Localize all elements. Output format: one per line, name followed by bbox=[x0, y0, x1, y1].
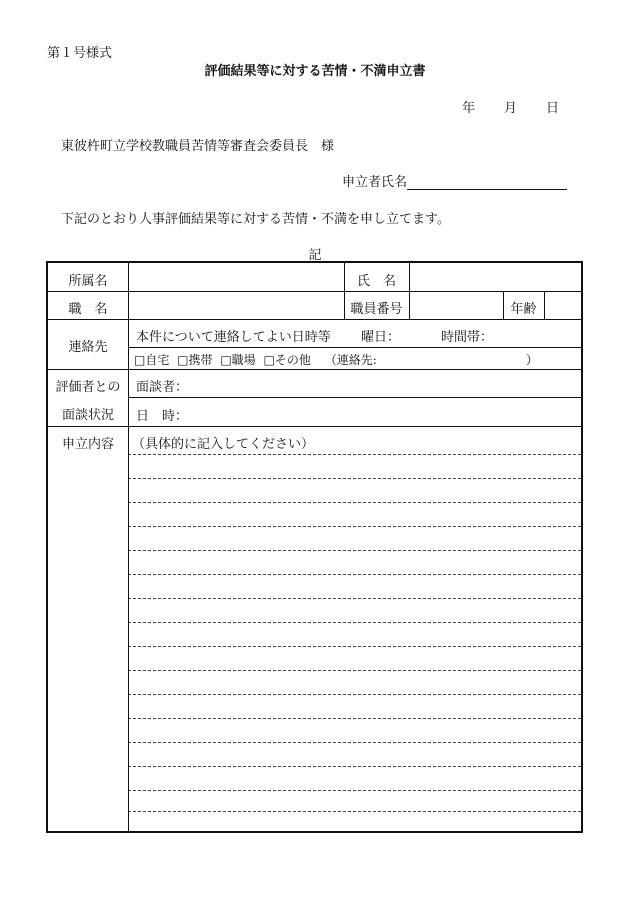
option-home-checkbox[interactable]: □自宅 bbox=[134, 353, 170, 367]
date-month: 月 bbox=[504, 101, 518, 116]
date-line bbox=[462, 97, 559, 116]
contact-detail-open: （連絡先: bbox=[324, 353, 377, 367]
name-field[interactable] bbox=[410, 264, 582, 290]
form-number: 第１号様式 bbox=[47, 46, 113, 61]
affiliation-field[interactable] bbox=[129, 264, 343, 290]
complaint-content-field[interactable] bbox=[129, 427, 582, 832]
contact-label: 連絡先 bbox=[68, 340, 108, 355]
interview-label-2: 面談状況 bbox=[61, 408, 114, 423]
contact-detail-close: ） bbox=[526, 353, 539, 367]
staff-number-field[interactable] bbox=[410, 292, 502, 318]
interview-label-1: 評価者との bbox=[55, 380, 121, 395]
document-title: 評価結果等に対する苦情・不満申立書 bbox=[204, 64, 426, 79]
weekday-label: 曜日： bbox=[361, 330, 401, 345]
complaint-hint: （具体的に記入してください） bbox=[132, 437, 315, 452]
complaint-form-table bbox=[46, 261, 583, 833]
statement-text: 下記のとおり人事評価結果等に対する苦情・不満を申し立てます。 bbox=[61, 212, 450, 227]
age-field[interactable] bbox=[545, 292, 582, 318]
addressee: 東彼杵町立学校教職員苦情等審査会委員長 様 bbox=[61, 139, 335, 154]
complaint-label: 申立内容 bbox=[61, 437, 114, 452]
ki-label: 記 bbox=[308, 248, 322, 263]
contact-time-text: 本件について連絡してよい日時等 bbox=[136, 330, 331, 345]
applicant-name-line bbox=[342, 171, 567, 190]
date-year: 年 bbox=[462, 101, 476, 116]
affiliation-label: 所属名 bbox=[68, 274, 108, 289]
position-label: 職 名 bbox=[68, 302, 108, 317]
option-mobile-checkbox[interactable]: □携帯 bbox=[177, 353, 213, 367]
option-workplace-checkbox[interactable]: □職場 bbox=[220, 353, 256, 367]
position-field[interactable] bbox=[129, 292, 343, 318]
staff-number-label: 職員番号 bbox=[350, 302, 403, 317]
date-day: 日 bbox=[546, 101, 560, 116]
applicant-name-label: 申立者氏名 bbox=[342, 175, 408, 190]
interviewer-label: 面談者： bbox=[136, 380, 189, 395]
applicant-name-field[interactable] bbox=[407, 175, 567, 190]
name-label: 氏 名 bbox=[356, 274, 396, 289]
option-other-checkbox[interactable]: □その他 bbox=[263, 353, 311, 367]
age-label: 年齢 bbox=[510, 302, 537, 317]
contact-options bbox=[134, 351, 377, 368]
time-slot-label: 時間帯： bbox=[441, 330, 494, 345]
datetime-label: 日 時： bbox=[136, 409, 189, 424]
